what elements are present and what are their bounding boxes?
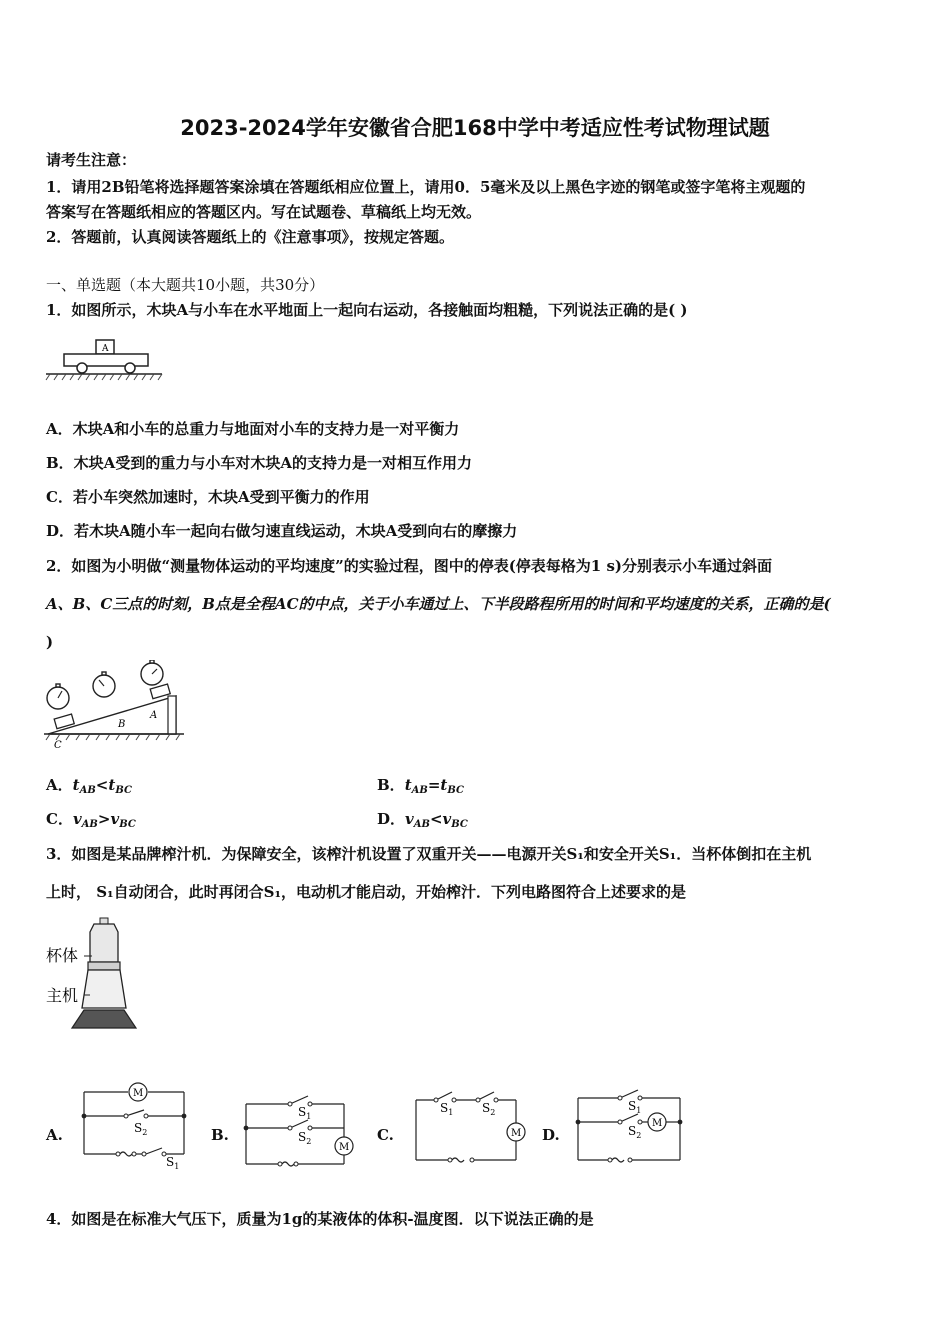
q3-option-d-label[interactable]: D. [542, 1126, 560, 1144]
cart-body [64, 354, 148, 366]
motor-b-label: M [339, 1142, 350, 1153]
motor-d-label: M [652, 1118, 663, 1129]
q2-stem-line-3: ) [46, 633, 54, 651]
c-s1: $S_1$ [440, 1101, 454, 1117]
q3-option-a-label[interactable]: A. [46, 1126, 63, 1144]
q3-circuit-a[interactable] [78, 1078, 190, 1170]
q1-option-a[interactable]: A．木块A和小车的总重力与地面对小车的支持力是一对平衡力 [46, 420, 460, 438]
b-s2: $S_2$ [298, 1130, 312, 1146]
d-s1: $S_1$ [628, 1099, 642, 1115]
incline-support [168, 696, 176, 734]
juicer-cap [100, 918, 108, 924]
q1-stem: 1．如图所示，木块A与小车在水平地面上一起向右运动，各接触面均粗糙，下列说法正确的是( ) [46, 301, 688, 319]
q3-circuit-c[interactable] [410, 1086, 532, 1168]
base-label: 主机 [46, 986, 79, 1005]
motor-a-label: M [133, 1088, 144, 1099]
c-s2: $S_2$ [482, 1101, 496, 1117]
juicer-cup [90, 924, 118, 962]
q3-option-c-label[interactable]: C. [377, 1126, 394, 1144]
page-title: 2023-2024学年安徽省合肥168中学中考适应性考试物理试题 [180, 116, 770, 140]
q3-circuit-d[interactable] [572, 1084, 686, 1168]
q4-stem: 4．如图是在标准大气压下，质量为1g的某液体的体积-温度图．以下说法正确的是 [46, 1210, 594, 1228]
q3-juicer-figure [44, 916, 154, 1036]
q1-option-b[interactable]: B．木块A受到的重力与小车对木块A的支持力是一对相互作用力 [46, 454, 472, 472]
wheel-left [77, 363, 87, 373]
section-heading: 一、单选题（本大题共10小题，共30分） [46, 276, 325, 294]
notice-line-3: 2．答题前，认真阅读答题纸上的《注意事项》，按规定答题。 [46, 228, 454, 246]
q1-option-c[interactable]: C．若小车突然加速时，木块A受到平衡力的作用 [46, 488, 370, 506]
notice-line-1: 1．请用2B铅笔将选择题答案涂填在答题纸相应位置上，请用0．5毫米及以上黑色字迹的钢笔或签字笔将主观题的 [46, 178, 806, 196]
juicer-foot [72, 1010, 136, 1028]
wheel-right [125, 363, 135, 373]
q2-incline-figure [44, 660, 194, 752]
q3-circuit-b[interactable] [242, 1092, 364, 1172]
q2-option-b[interactable]: B．$t_{AB}=t_{BC}$ [377, 776, 464, 796]
notice-heading: 请考生注意： [46, 151, 137, 169]
q3-option-b-label[interactable]: B. [211, 1126, 229, 1144]
q3-stem-line-1: 3．如图是某品牌榨汁机．为保障安全，该榨汁机设置了双重开关——电源开关S₁和安全开关S₁．当杯体倒扣在主机 [46, 845, 812, 863]
q2-stem-line-2: A、B、C三点的时刻，B点是全程AC的中点，关于小车通过上、下半段路程所用的时间和平均速度的关系，正确的是( [46, 595, 831, 613]
q2-stem-line-1: 2．如图为小明做“测量物体运动的平均速度”的实验过程，图中的停表(停表每格为1 s)分别表示小车通过斜面 [46, 557, 772, 575]
notice-line-2: 答案写在答题纸相应的答题区内。写在试题卷、草稿纸上均无效。 [46, 203, 482, 221]
q2-option-d[interactable]: D．$v_{AB}<v_{BC}$ [377, 810, 468, 830]
a-s2: $S_2$ [134, 1121, 148, 1137]
q2-option-a[interactable]: A．$t_{AB}<t_{BC}$ [46, 776, 132, 796]
q3-stem-line-2: 上时， S₁自动闭合，此时再闭合S₁，电动机才能启动，开始榨汁．下列电路图符合上述要求的是 [46, 883, 687, 901]
point-c-label: C [54, 740, 62, 751]
point-a-label: A [150, 710, 158, 721]
a-s1: $S_1$ [166, 1155, 180, 1170]
juicer-base [82, 970, 126, 1008]
q1-cart-figure [44, 334, 164, 382]
q1-option-d[interactable]: D．若木块A随小车一起向右做匀速直线运动，木块A受到向右的摩擦力 [46, 522, 518, 540]
point-b-label: B [118, 719, 126, 730]
b-s1: $S_1$ [298, 1105, 312, 1121]
d-s2: $S_2$ [628, 1124, 642, 1140]
block-a-label: A [102, 344, 109, 354]
motor-c-label: M [511, 1128, 522, 1139]
cart-top [150, 684, 170, 699]
cup-label: 杯体 [46, 946, 79, 965]
q2-option-c[interactable]: C．$v_{AB}>v_{BC}$ [46, 810, 136, 830]
